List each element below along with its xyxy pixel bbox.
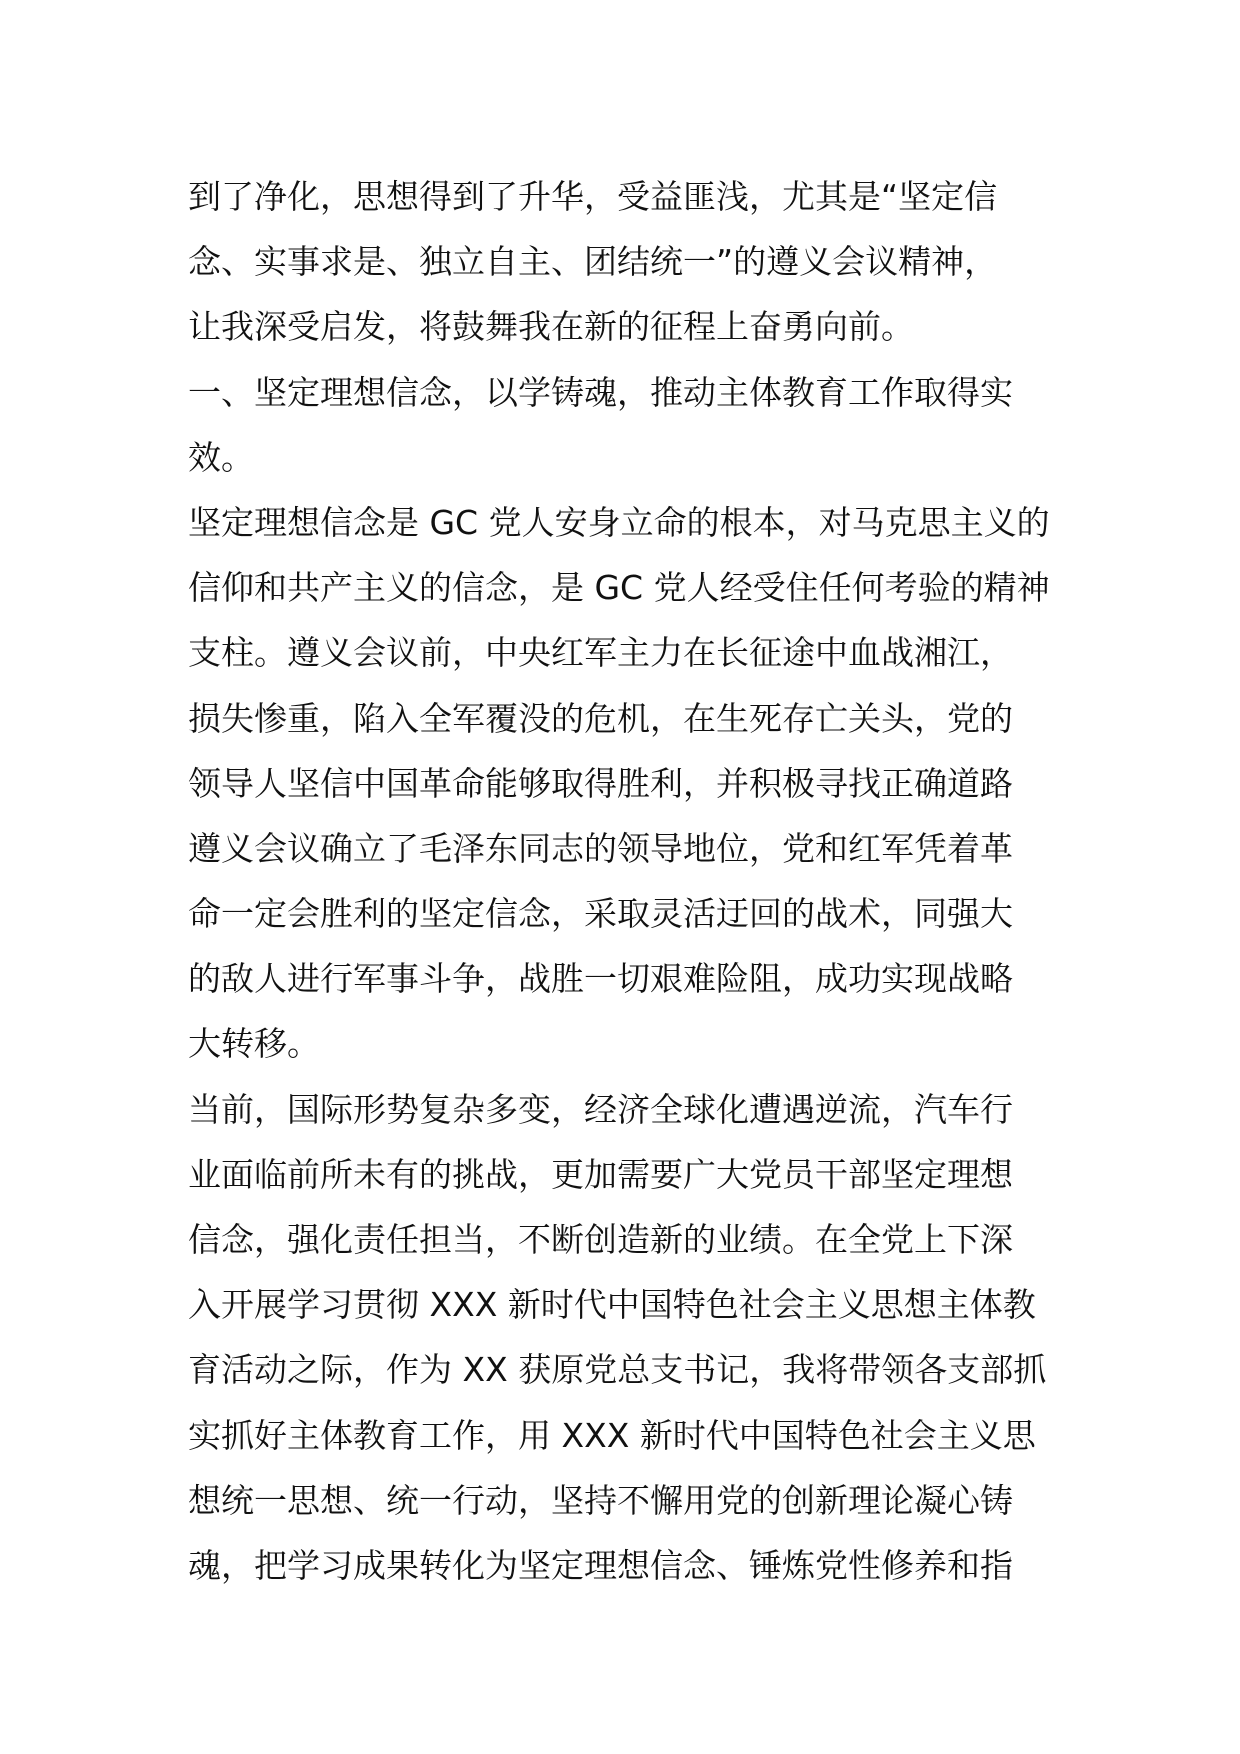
- text-line: 损失惨重，陷入全军覆没的危机，在生死存亡关头，党的: [188, 698, 1013, 738]
- text-line: 遵义会议确立了毛泽东同志的领导地位，党和红军凭着革: [188, 828, 1013, 868]
- text-line: 入开展学习贯彻 XXX 新时代中国特色社会主义思想主体教: [188, 1285, 1036, 1325]
- text-line: 魂，把学习成果转化为坚定理想信念、锤炼党性修养和指: [188, 1545, 1013, 1585]
- text-line: 育活动之际，作为 XX 获原党总支书记，我将带领各支部抓: [188, 1350, 1047, 1390]
- text-line: 命一定会胜利的坚定信念，采取灵活迂回的战术，同强大: [188, 894, 1013, 934]
- text-line: 信仰和共产主义的信念，是 GC 党人经受住任何考验的精神: [188, 568, 1050, 608]
- text-line: 信念，强化责任担当，不断创造新的业绩。在全党上下深: [188, 1220, 1013, 1259]
- text-line: 支柱。遵义会议前，中央红军主力在长征途中血战湘江，: [188, 633, 1013, 673]
- section-heading-line: 效。: [188, 437, 254, 477]
- text-line: 当前，国际形势复杂多变，经济全球化遭遇逆流，汽车行: [188, 1089, 1013, 1129]
- text-line: 领导人坚信中国革命能够取得胜利，并积极寻找正确道路: [188, 763, 1013, 803]
- text-line: 实抓好主体教育工作，用 XXX 新时代中国特色社会主义思: [188, 1415, 1036, 1455]
- text-line: 念、实事求是、独立自主、团结统一”的遵义会议精神，: [188, 242, 998, 282]
- text-line: 想统一思想、统一行动，坚持不懈用党的创新理论凝心铸: [188, 1480, 1013, 1520]
- section-heading-line: 一、坚定理想信念，以学铸魂，推动主体教育工作取得实: [188, 372, 1013, 412]
- text-line: 业面临前所未有的挑战，更加需要广大党员干部坚定理想: [188, 1154, 1013, 1194]
- text-line: 让我深受启发，将鼓舞我在新的征程上奋勇向前。: [188, 307, 914, 347]
- text-line: 坚定理想信念是 GC 党人安身立命的根本，对马克思主义的: [188, 502, 1050, 542]
- text-line: 的敌人进行军事斗争，战胜一切艰难险阻，成功实现战略: [188, 959, 1013, 999]
- text-line: 大转移。: [188, 1024, 320, 1064]
- text-line: 到了净化，思想得到了升华，受益匪浅，尤其是“坚定信: [188, 177, 998, 216]
- body-text: [188, 164, 1058, 1598]
